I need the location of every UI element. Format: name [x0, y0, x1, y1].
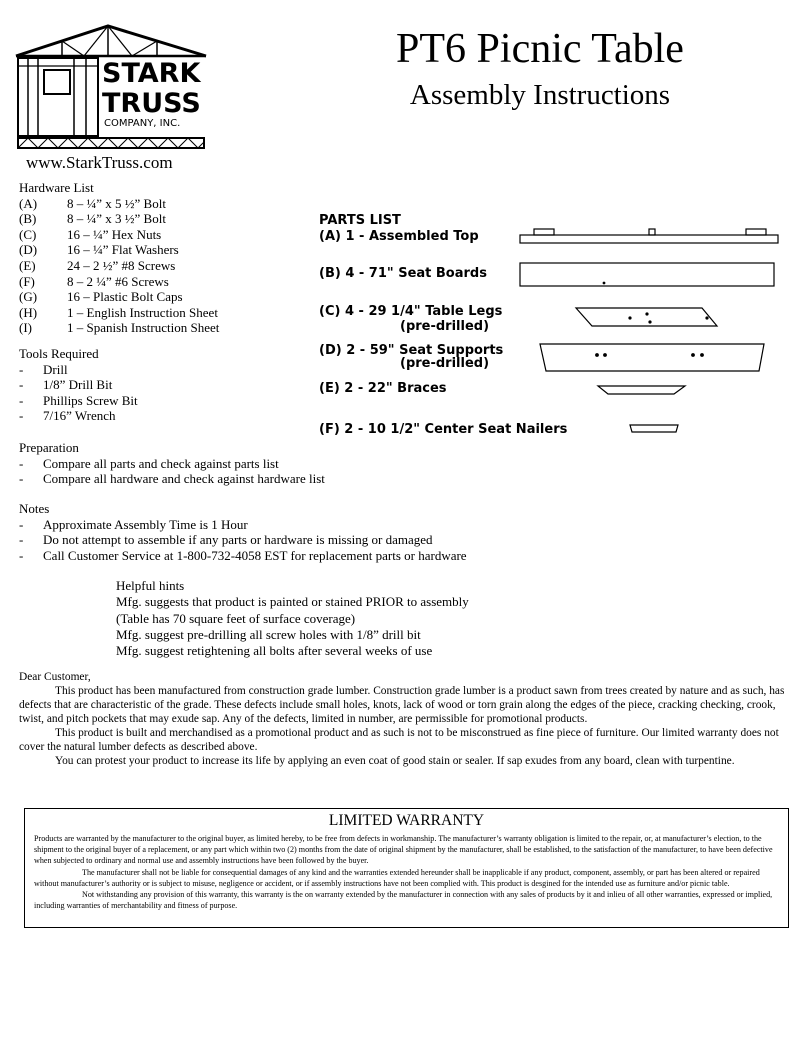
part-label-note: (pre-drilled): [400, 356, 490, 371]
part-label: (E) 2 - 22" Braces: [319, 381, 447, 396]
page-title: PT6 Picnic Table: [396, 26, 684, 72]
helpful-hints: [116, 578, 536, 659]
letter-salutation: Dear Customer,: [19, 671, 91, 683]
hardware-text: 1 – Spanish Instruction Sheet: [67, 320, 220, 336]
preparation-item: - Compare all hardware and check against hardware list: [19, 471, 325, 487]
letter-paragraph: This product is built and merchandised as a promotional product and as such is not to be misconstrued as fine piece of furniture. Our limited warranty does not cover the natural lumber defects as described above.: [19, 727, 779, 753]
hardware-list: [19, 180, 319, 336]
hardware-item: [19, 211, 319, 227]
parts-list-diagram: [300, 200, 800, 450]
hardware-key: (G): [19, 289, 38, 305]
part-d-seat-support-drawing: [540, 344, 764, 371]
note-item: - Call Customer Service at 1-800-732-4058 EST for replacement parts or hardware: [19, 547, 467, 563]
hardware-text: 8 – 2 ¼” #6 Screws: [67, 273, 169, 289]
hardware-text: 16 – ¼” Hex Nuts: [67, 226, 162, 242]
letter-paragraph: You can protest your product to increase its life by applying an even coat of good stain or sealer. If sap exudes from any board, clean with turpentine.: [55, 755, 735, 767]
hardware-text: 16 – ¼” Flat Washers: [67, 242, 179, 258]
hint-line: (Table has 70 square feet of surface coverage): [116, 610, 356, 626]
hints-heading: Helpful hints: [116, 578, 185, 593]
part-c-table-leg-drawing: [576, 308, 717, 326]
note-item: - Approximate Assembly Time is 1 Hour: [19, 516, 248, 532]
tool-text: 7/16” Wrench: [43, 408, 116, 424]
hardware-item: [19, 196, 319, 212]
logo-company-line3: COMPANY, INC.: [104, 118, 181, 129]
hardware-item: [19, 305, 319, 321]
limited-warranty-box: [24, 808, 789, 928]
note-text: Call Customer Service at 1-800-732-4058 EST for replacement parts or hardware: [43, 547, 467, 563]
hardware-key: (H): [19, 304, 38, 320]
tool-text: Phillips Screw Bit: [43, 392, 138, 408]
tools-list: [19, 346, 319, 424]
tool-item: - 1/8” Drill Bit: [19, 377, 113, 393]
hardware-item: [19, 242, 319, 258]
logo-company-line1: STARK: [102, 58, 201, 89]
part-label: (B) 4 - 71" Seat Boards: [319, 266, 487, 281]
notes-section: [19, 501, 619, 563]
hardware-text: 16 – Plastic Bolt Caps: [67, 289, 183, 305]
customer-letter: [19, 670, 789, 768]
hint-line: Mfg. suggests that product is painted or stained PRIOR to assembly: [116, 594, 469, 610]
part-label-note: (pre-drilled): [400, 319, 490, 334]
part-label: (C) 4 - 29 1/4" Table Legs: [319, 304, 503, 319]
part-label: (A) 1 - Assembled Top: [319, 229, 479, 244]
hint-line: Mfg. suggest retightening all bolts after several weeks of use: [116, 643, 433, 659]
stark-truss-logo-graphic: [14, 24, 210, 174]
hardware-key: (F): [19, 273, 35, 289]
logo-company-line2: TRUSS: [102, 88, 201, 119]
hardware-heading: Hardware List: [19, 180, 94, 195]
part-f-center-seat-nailer-drawing: [630, 425, 678, 432]
logo-website: www.StarkTruss.com: [26, 153, 173, 172]
preparation-heading: Preparation: [19, 440, 79, 455]
notes-heading: Notes: [19, 501, 50, 516]
hardware-key: (A): [19, 195, 38, 211]
warranty-heading: LIMITED WARRANTY: [328, 812, 485, 829]
parts-list: [300, 200, 800, 450]
hardware-item: [19, 320, 319, 336]
part-a-assembled-top-drawing: [520, 229, 778, 243]
warranty-paragraph: Products are warranted by the manufacturer to the original buyer, as limited hereby, to be free from defects in workmanship. The manufacturer’s warranty obligation is limited to the repair, or, at manufacturer’s election, to the shipment to the original buyer of a replacement, or any part which within two (2) months from the date of original shipment by the manufacturer, shall be established, to the satisfaction of the manufacturer, to have been defective when subjected to ordinary and normal use and assembly instructions have been followed by the buyer.: [34, 834, 773, 866]
hint-line: Mfg. suggest pre-drilling all screw holes with 1/8” drill bit: [116, 626, 421, 642]
hardware-text: 8 – ¼” x 3 ½” Bolt: [67, 211, 166, 227]
preparation-text: Compare all parts and check against parts list: [43, 455, 279, 471]
hardware-item: [19, 258, 319, 274]
warranty-paragraph: Not withstanding any provision of this warranty, this warranty is the on warranty extended by the manufacturer in connection with any sales of products by it and inlieu of all other warranties, expressed or implied, including warranties of merchantability and fitness of purpose.: [34, 890, 773, 911]
company-logo: [14, 24, 210, 174]
part-label: (F) 2 - 10 1/2" Center Seat Nailers: [319, 422, 568, 437]
tool-text: 1/8” Drill Bit: [43, 377, 113, 393]
hardware-key: (I): [19, 320, 32, 336]
note-text: Do not attempt to assemble if any parts or hardware is missing or damaged: [43, 532, 433, 548]
part-e-brace-drawing: [598, 386, 685, 394]
hardware-text: 1 – English Instruction Sheet: [67, 304, 218, 320]
part-b-seat-board-drawing: [520, 263, 774, 286]
parts-list-heading: PARTS LIST: [319, 213, 401, 228]
hardware-key: (E): [19, 257, 36, 273]
hardware-key: (C): [19, 226, 37, 242]
hardware-text: 8 – ¼” x 5 ½” Bolt: [67, 195, 166, 211]
tool-text: Drill: [43, 361, 68, 377]
part-label: (D) 2 - 59" Seat Supports: [319, 343, 504, 358]
hardware-item: [19, 289, 319, 305]
tool-item: - Drill: [19, 361, 68, 377]
hardware-item: [19, 274, 319, 290]
letter-paragraph: This product has been manufactured from construction grade lumber. Construction grade lumber is a product sawn from trees created by nature and as such, has defects that are characteristic of the grade. These defects include small holes, knots, lack of wood or torn grain along the edges of the piece, cracking checking, crook, twist, and pitch pockets that may exude sap. Any of the defects, limited in number, are permissible for promotional products.: [19, 685, 785, 725]
warranty-paragraph: The manufacturer shall not be liable for consequential damages of any kind and the warranties extended hereunder shall be inapplicable if any product, component, assembly, or part has been altered or repaired without manufacturer’s authority or is subject to misuse, negligence or accident, or if assembly instructions have not been complied with. This product is desgined for the intended use as furniture and/or picnic table.: [34, 867, 760, 888]
hardware-text: 24 – 2 ½” #8 Screws: [67, 257, 176, 273]
tool-item: - Phillips Screw Bit: [19, 392, 138, 408]
preparation-item: - Compare all parts and check against parts list: [19, 455, 279, 471]
hardware-key: (D): [19, 242, 38, 258]
tool-item: - 7/16” Wrench: [19, 408, 116, 424]
note-item: - Do not attempt to assemble if any parts or hardware is missing or damaged: [19, 532, 433, 548]
note-text: Approximate Assembly Time is 1 Hour: [43, 516, 248, 532]
hardware-item: [19, 227, 319, 243]
tools-heading: Tools Required: [19, 346, 99, 361]
page-subtitle: Assembly Instructions: [409, 79, 671, 111]
hardware-key: (B): [19, 211, 37, 227]
preparation-text: Compare all hardware and check against hardware list: [43, 471, 325, 487]
